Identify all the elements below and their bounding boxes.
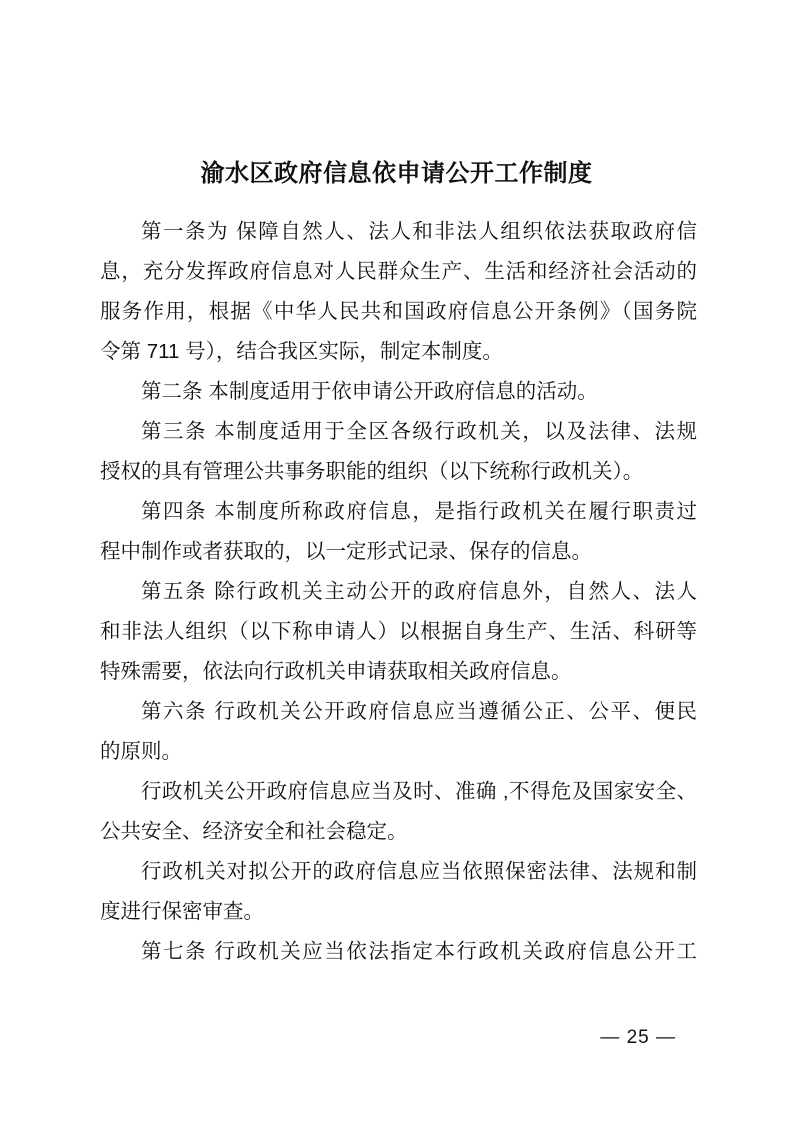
text-line: 行政机关对拟公开的政府信息应当依照保密法律、法规和制 bbox=[141, 860, 697, 883]
paragraph bbox=[100, 692, 697, 772]
text-line: 息，充分发挥政府信息对人民群众生产、生活和经济社会活动的 bbox=[100, 260, 697, 283]
page-number: — 25 — bbox=[600, 1027, 676, 1048]
text-line: 第二条 本制度适用于依申请公开政府信息的活动。 bbox=[141, 380, 598, 403]
paragraph bbox=[100, 412, 697, 492]
paragraph bbox=[100, 852, 697, 932]
text-line: 度进行保密审查。 bbox=[100, 900, 264, 923]
text-line: 第四条 本制度所称政府信息，是指行政机关在履行职责过 bbox=[141, 500, 697, 523]
text-line: 特殊需要，依法向行政机关申请获取相关政府信息。 bbox=[100, 660, 572, 683]
paragraph bbox=[100, 572, 697, 692]
text-line: 程中制作或者获取的，以一定形式记录、保存的信息。 bbox=[100, 540, 592, 563]
paragraph bbox=[100, 372, 697, 412]
text-line: 第七条 行政机关应当依法指定本行政机关政府信息公开工 bbox=[141, 940, 697, 963]
text-line: 行政机关公开政府信息应当及时、准确 ,不得危及国家安全、 bbox=[141, 780, 697, 803]
paragraph bbox=[100, 932, 697, 972]
text-line: 第五条 除行政机关主动公开的政府信息外，自然人、法人 bbox=[141, 580, 697, 603]
text-line: 的原则。 bbox=[100, 740, 182, 763]
document-body bbox=[100, 212, 697, 972]
text-line: 第一条为 保障自然人、法人和非法人组织依法获取政府信 bbox=[141, 220, 697, 243]
text-line: 令第 711 号），结合我区实际，制定本制度。 bbox=[100, 340, 503, 363]
text-line: 第三条 本制度适用于全区各级行政机关，以及法律、法规 bbox=[141, 420, 697, 443]
text-line: 公共安全、经济安全和社会稳定。 bbox=[100, 820, 408, 843]
text-line: 授权的具有管理公共事务职能的组织（以下统称行政机关）。 bbox=[100, 460, 644, 483]
paragraph bbox=[100, 772, 697, 852]
text-line: 和非法人组织（以下称申请人）以根据自身生产、生活、科研等 bbox=[100, 620, 697, 643]
text-line: 第六条 行政机关公开政府信息应当遵循公正、公平、便民 bbox=[141, 700, 697, 723]
text-line: 服务作用，根据《中华人民共和国政府信息公开条例》（国务院 bbox=[100, 300, 697, 323]
paragraph bbox=[100, 212, 697, 372]
paragraph bbox=[100, 492, 697, 572]
document-title: 渝水区政府信息依申请公开工作制度 bbox=[200, 160, 593, 187]
